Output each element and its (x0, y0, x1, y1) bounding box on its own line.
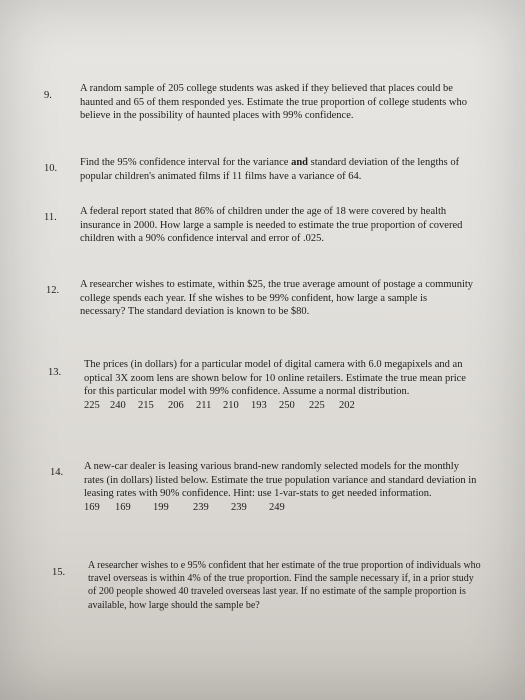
problem-text-part: Find the 95% confidence interval for the variance (80, 157, 292, 168)
lease-data-row (84, 501, 479, 515)
problem-text (80, 156, 475, 183)
problem-statement: The prices (in dollars) for a particular model of digital camera with 6.0 megapixels and an optical 3X zoom lens are shown below for 10 online retailers. Estimate the true mean price for this particular model with 99% confidence. Assume a normal distribution. (84, 359, 466, 398)
data-value: 249 (269, 501, 285, 513)
problem-number: 10. (44, 163, 58, 174)
data-value: 169 (115, 501, 131, 513)
problem-number: 14. (50, 467, 64, 478)
problem-statement: A new-car dealer is leasing various brand-new randomly selected models for the monthly rates (in dollars) listed below. Estimate the true population variance and standard deviation in leasing rates with 90% confidence. Hint: use 1-var-stats to get needed information. (84, 461, 477, 500)
price-data-row (84, 399, 479, 413)
data-value: 202 (339, 399, 355, 411)
problem-text (84, 460, 479, 514)
data-value: 239 (231, 501, 247, 513)
problem-text-part: standard deviation of the lengths of popular children's animated films if 11 films have a variance of 64. (80, 157, 460, 182)
problem-number: 13. (48, 367, 62, 378)
data-value: 239 (193, 501, 209, 513)
data-value: 193 (251, 399, 267, 411)
data-value: 169 (84, 501, 100, 513)
problem-number: 12. (46, 285, 60, 296)
data-value: 211 (196, 399, 212, 411)
problem-text: A researcher wishes to e 95% confident that her estimate of the true proportion of individuals who travel overseas is within 4% of the true proportion. Find the sample necessary if, in a prior study of 200 people showed 40 traveled overseas last year. If no estimate of the sample proportion is available, how large should the sample be? (88, 560, 481, 611)
data-value: 240 (110, 399, 126, 411)
data-value: 199 (153, 501, 169, 513)
data-value: 206 (168, 399, 184, 411)
problem-text-bold: and (291, 157, 309, 168)
data-value: 250 (279, 399, 295, 411)
problem-text: A random sample of 205 college students was asked if they believed that places could be haunted and 65 of them responded yes. Estimate the true proportion of college students who believe in the possibility of haunted places with 99% confidence. (80, 83, 467, 122)
data-value: 215 (138, 399, 154, 411)
problem-text (84, 358, 479, 412)
data-value: 225 (309, 399, 325, 411)
problem-text: A researcher wishes to estimate, within $25, the true average amount of postage a community college spends each year. If she wishes to be 99% confident, how large a sample is necessary? The standard deviation is known to be $80. (80, 279, 474, 318)
data-value: 210 (223, 399, 239, 411)
problem-number: 9. (44, 90, 52, 101)
problem-number: 15. (52, 567, 66, 578)
data-value: 225 (84, 399, 100, 411)
problem-number: 11. (44, 212, 57, 223)
problem-text: A federal report stated that 86% of children under the age of 18 were covered by health insurance in 2000. How large a sample is needed to estimate the true proportion of covered children with a 90% confidence interval and error of .025. (80, 206, 463, 245)
